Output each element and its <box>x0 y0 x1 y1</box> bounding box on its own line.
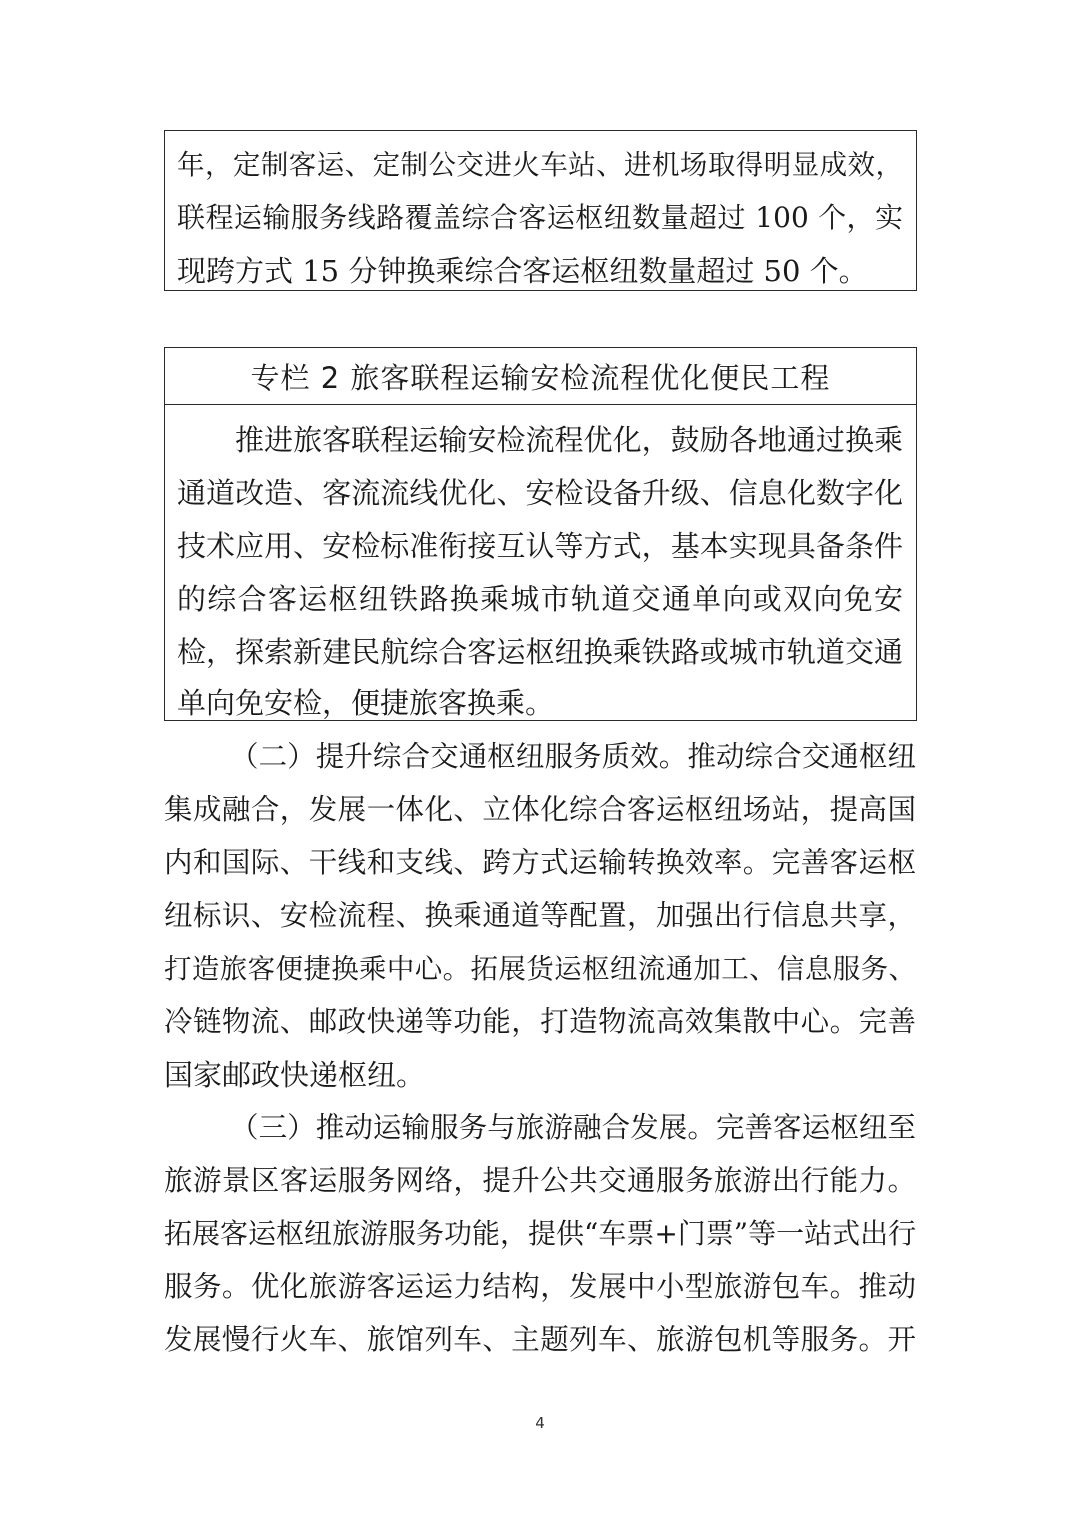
section2-line: 纽标识、安检流程、换乘通道等配置，加强出行信息共享， <box>164 899 916 932</box>
box2-line: 的综合客运枢纽铁路换乘城市轨道交通单向或双向免安 <box>177 582 903 616</box>
section2-line: 打造旅客便捷换乘中心。拓展货运枢纽流通加工、信息服务、 <box>164 953 916 985</box>
box2-line: 通道改造、客流流线优化、安检设备升级、信息化数字化 <box>177 476 903 510</box>
section3-line: 发展慢行火车、旅馆列车、主题列车、旅游包机等服务。开 <box>164 1323 916 1356</box>
section3-line: 拓展客运枢纽旅游服务功能，提供“车票+门票”等一站式出行 <box>164 1217 917 1250</box>
section2-heading-line: （二）提升综合交通枢纽服务质效。推动综合交通枢纽 <box>230 740 916 773</box>
section2-line: 冷链物流、邮政快递等功能，打造物流高效集散中心。完善 <box>164 1005 916 1038</box>
column-box-title: 专栏 2 旅客联程运输安检流程优化便民工程 <box>165 348 916 405</box>
section3-line: 旅游景区客运服务网络，提升公共交通服务旅游出行能力。 <box>164 1164 916 1197</box>
box2-line: 检，探索新建民航综合客运枢纽换乘铁路或城市轨道交通 <box>177 635 903 669</box>
box2-line: 技术应用、安检标准衔接互认等方式，基本实现具备条件 <box>177 529 903 563</box>
box1-line: 联程运输服务线路覆盖综合客运枢纽数量超过 100 个，实 <box>177 201 903 234</box>
box1-line: 现跨方式 15 分钟换乘综合客运枢纽数量超过 50 个。 <box>177 254 868 288</box>
section2-line: 国家邮政快递枢纽。 <box>164 1058 426 1092</box>
section2-line: 内和国际、干线和支线、跨方式运输转换效率。完善客运枢 <box>164 846 916 879</box>
section2-line: 集成融合，发展一体化、立体化综合客运枢纽场站，提高国 <box>164 793 916 826</box>
section3-line: 服务。优化旅游客运运力结构，发展中小型旅游包车。推动 <box>164 1270 916 1303</box>
page-number: 4 <box>535 1414 545 1432</box>
box1-line: 年，定制客运、定制公交进火车站、进机场取得明显成效， <box>177 149 903 181</box>
box2-line: 推进旅客联程运输安检流程优化，鼓励各地通过换乘 <box>235 423 903 457</box>
box2-line: 单向免安检，便捷旅客换乘。 <box>177 686 555 720</box>
section3-heading-line: （三）推动运输服务与旅游融合发展。完善客运枢纽至 <box>230 1111 916 1144</box>
